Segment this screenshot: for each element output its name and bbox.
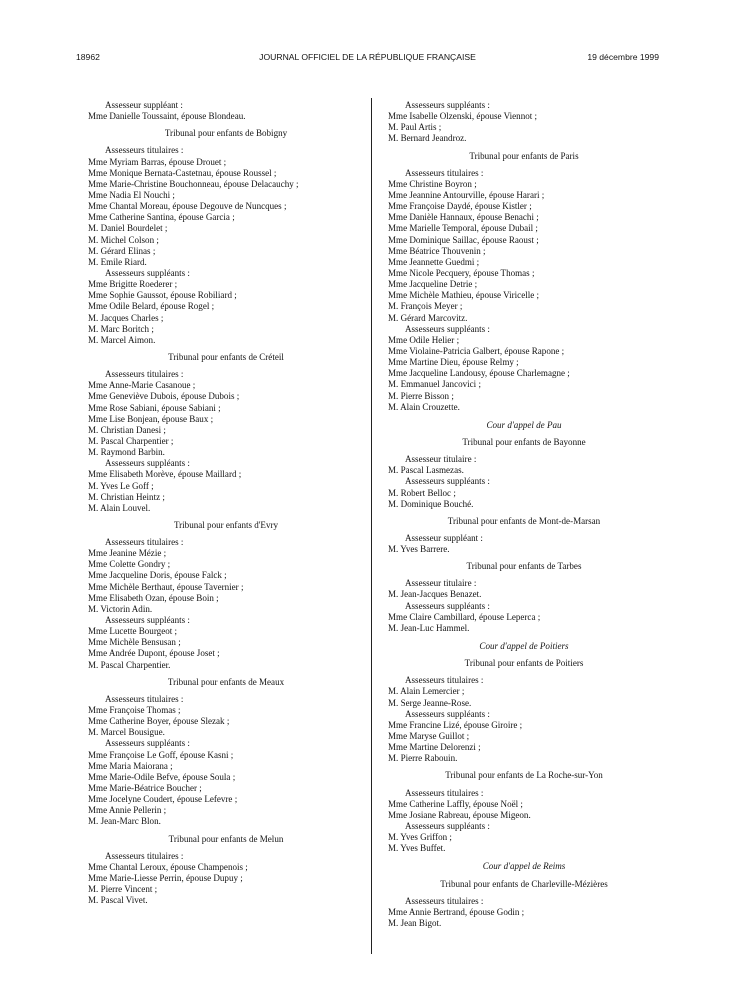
assessor-name-entry: Mme Francine Lizé, épouse Giroire ; bbox=[388, 719, 523, 730]
assessor-name-entry: M. Pascal Lasmezas. bbox=[388, 465, 464, 476]
assessor-category-label: Assesseur suppléant : bbox=[105, 100, 183, 110]
assessor-name-entry: Mme Danièle Hannaux, épouse Benachi ; bbox=[388, 212, 539, 223]
assessor-name-entry: Mme Myriam Barras, épouse Drouet ; bbox=[88, 156, 227, 167]
assessor-category-heading bbox=[388, 324, 660, 335]
assessor-category-label: Assesseurs titulaires : bbox=[105, 145, 184, 156]
assessor-name-entry: Mme Lise Bonjean, épouse Baux ; bbox=[88, 413, 214, 424]
right-column bbox=[388, 100, 660, 929]
assessor-name-entry: Mme Michèle Mathieu, épouse Viricelle ; bbox=[388, 290, 540, 301]
assessor-name-entry: Mme Martine Dieu, épouse Relmy ; bbox=[388, 357, 519, 368]
assessor-name-entry: M. Robert Belloc ; bbox=[388, 487, 456, 498]
assessor-name-entry: Mme Maria Maiorana ; bbox=[88, 760, 173, 771]
tribunal-heading: Tribunal pour enfants de Créteil bbox=[168, 351, 284, 362]
assessor-name-entry: Mme Jocelyne Coudert, épouse Lefevre ; bbox=[88, 794, 238, 805]
assessor-name-entry: Mme Lucette Bourgeot ; bbox=[88, 626, 178, 637]
assessor-name-entry: M. Emmanuel Jancovici ; bbox=[388, 379, 481, 390]
assessor-name-entry: M. Gérard Marcovitz. bbox=[388, 312, 468, 323]
assessor-name-entry: Mme Elisabeth Ozan, épouse Boin ; bbox=[88, 592, 219, 603]
publication-date: 19 décembre 1999 bbox=[587, 52, 659, 62]
assessor-name-entry: Mme Jeannette Guedmi ; bbox=[388, 256, 480, 267]
assessor-name-entry: M. Emile Riard. bbox=[88, 256, 147, 267]
tribunal-heading: Tribunal pour enfants de Mont-de-Marsan bbox=[447, 515, 601, 526]
assessor-category-label: Assesseurs titulaires : bbox=[105, 369, 184, 380]
assessor-category-label: Assesseur titulaire : bbox=[405, 578, 477, 589]
tribunal-heading: Tribunal pour enfants de Charleville-Mézières bbox=[440, 878, 608, 889]
assessor-name-entry: Mme Michèle Bensusan ; bbox=[88, 637, 181, 648]
assessor-name-entry: M. Pierre Vincent ; bbox=[88, 884, 158, 895]
tribunal-heading: Tribunal pour enfants de Bayonne bbox=[462, 436, 586, 447]
assessor-name-entry: Mme Elisabeth Morève, épouse Maillard ; bbox=[88, 469, 242, 480]
assessor-category-heading bbox=[88, 738, 364, 749]
assessor-category-label: Assesseur titulaire : bbox=[405, 454, 477, 465]
assessor-name-entry: Mme Josiane Rabreau, épouse Migeon. bbox=[388, 809, 531, 820]
assessor-name-entry: Mme Isabelle Olzenski, épouse Viennot ; bbox=[388, 111, 538, 122]
assessor-name-entry: Mme Annie Pellerin ; bbox=[88, 805, 167, 816]
assessor-category-label: Assesseurs titulaires : bbox=[405, 675, 484, 686]
assessor-name-entry: Mme Martine Delorenzi ; bbox=[388, 742, 481, 753]
assessor-name-entry: M. Yves Barrere. bbox=[388, 544, 450, 555]
tribunal-heading: Tribunal pour enfants de Meaux bbox=[167, 676, 285, 687]
assessor-name-entry: M. Marc Boritch ; bbox=[88, 323, 154, 334]
assessor-name-entry: M. Alain Louvel. bbox=[88, 502, 151, 513]
assessor-category-label: Assesseurs suppléants : bbox=[405, 100, 490, 110]
assessor-name-entry: M. Alain Lemercier ; bbox=[388, 686, 465, 697]
assessor-name-entry: Mme Marie-Christine Bouchonneau, épouse Delacauchy ; bbox=[88, 178, 299, 189]
assessor-name-entry: M. Jean Bigot. bbox=[388, 918, 442, 928]
assessor-name-entry: Mme Catherine Santina, épouse Garcia ; bbox=[88, 212, 235, 223]
assessor-category-heading bbox=[388, 601, 660, 612]
assessor-category-heading bbox=[88, 369, 364, 380]
assessor-category-label: Assesseurs titulaires : bbox=[105, 537, 184, 548]
assessor-category-label: Assesseurs suppléants : bbox=[405, 708, 490, 719]
column-divider bbox=[371, 98, 372, 954]
assessor-name-entry: Mme Nicole Pecquery, épouse Thomas ; bbox=[388, 267, 535, 278]
assessor-name-entry: M. Christian Heintz ; bbox=[88, 491, 165, 502]
assessor-name-entry: Mme Annie Bertrand, épouse Godin ; bbox=[388, 906, 525, 917]
left-column bbox=[88, 100, 364, 906]
assessor-category-heading bbox=[88, 268, 364, 279]
assessor-name-entry: M. Pierre Rabouin. bbox=[388, 753, 458, 764]
assessor-name-entry: Mme Brigitte Roederer ; bbox=[88, 279, 178, 290]
assessor-category-heading bbox=[88, 537, 364, 548]
assessor-category-label: Assesseurs titulaires : bbox=[105, 693, 184, 704]
assessor-name-entry: Mme Catherine Laffly, épouse Noël ; bbox=[388, 798, 523, 809]
tribunal-heading: Tribunal pour enfants d'Evry bbox=[173, 519, 279, 530]
assessor-name-entry: Mme Catherine Boyer, épouse Slezak ; bbox=[88, 716, 230, 727]
assessor-name-entry: M. Jacques Charles ; bbox=[88, 312, 164, 323]
assessor-name-entry: Mme Colette Gondry ; bbox=[88, 559, 171, 570]
assessor-name-entry: Mme Marie-Liesse Perrin, épouse Dupuy ; bbox=[88, 873, 243, 883]
assessor-name-entry: M. Pascal Charpentier. bbox=[88, 659, 171, 670]
assessor-name-entry: M. Yves Griffon ; bbox=[388, 832, 452, 843]
assessor-name-entry: M. Christian Danesi ; bbox=[88, 424, 166, 435]
assessor-name-entry: M. Marcel Bousigue. bbox=[88, 727, 165, 738]
assessor-name-entry: Mme Andrée Dupont, épouse Joset ; bbox=[88, 648, 220, 659]
assessor-name-entry: Mme Jacqueline Landousy, épouse Charlemagne ; bbox=[388, 368, 570, 379]
assessor-category-heading bbox=[388, 675, 660, 686]
assessor-name-entry: M. Pascal Vivet. bbox=[88, 895, 148, 906]
assessor-category-label: Assesseurs titulaires : bbox=[405, 167, 484, 178]
assessor-name-entry: M. Jean-Luc Hammel. bbox=[388, 622, 470, 633]
assessor-name-entry: Mme Geneviève Dubois, épouse Dubois ; bbox=[88, 391, 240, 402]
page-header bbox=[76, 52, 659, 66]
assessor-category-heading bbox=[388, 709, 660, 720]
assessor-name-entry: M. Victorin Adin. bbox=[88, 603, 153, 614]
assessor-name-entry: Mme Chantal Leroux, épouse Champenois ; bbox=[88, 861, 248, 872]
assessor-name-entry: Mme Françoise Le Goff, épouse Kasni ; bbox=[88, 749, 234, 760]
assessor-category-heading bbox=[88, 458, 364, 469]
assessor-category-heading bbox=[88, 851, 364, 862]
assessor-name-entry: Mme Nadia El Nouchi ; bbox=[88, 189, 175, 200]
assessor-name-entry: M. François Meyer ; bbox=[388, 301, 463, 312]
assessor-category-label: Assesseur suppléant : bbox=[405, 532, 483, 543]
assessor-name-entry: Mme Maryse Guillot ; bbox=[388, 731, 470, 742]
tribunal-heading: Tribunal pour enfants de Bobigny bbox=[164, 128, 288, 139]
assessor-category-heading bbox=[388, 533, 660, 544]
assessor-name-entry: Mme Sophie Gaussot, épouse Robiliard ; bbox=[88, 290, 237, 301]
assessor-name-entry: M. Michel Colson ; bbox=[88, 234, 159, 245]
assessor-category-heading bbox=[388, 100, 660, 111]
tribunal-heading: Tribunal pour enfants de La Roche-sur-Yon bbox=[445, 770, 603, 781]
assessor-name-entry: M. Pascal Charpentier ; bbox=[88, 435, 174, 446]
assessor-category-heading bbox=[388, 476, 660, 487]
assessor-category-heading bbox=[388, 788, 660, 799]
assessor-name-entry: Mme Danielle Toussaint, épouse Blondeau. bbox=[88, 111, 246, 122]
assessor-category-heading bbox=[88, 615, 364, 626]
court-of-appeal-heading: Cour d'appel de Pau bbox=[486, 419, 562, 430]
assessor-name-entry: M. Marcel Aimon. bbox=[88, 334, 156, 345]
assessor-category-label: Assesseurs titulaires : bbox=[105, 850, 184, 861]
assessor-name-entry: Mme Marielle Temporal, épouse Dubail ; bbox=[388, 223, 538, 234]
assessor-name-entry: M. Paul Artis ; bbox=[388, 122, 442, 133]
assessor-name-entry: Mme Marie-Odile Befve, épouse Soula ; bbox=[88, 771, 236, 782]
assessor-category-heading bbox=[388, 896, 660, 907]
assessor-name-entry: M. Gérard Elinas ; bbox=[88, 245, 156, 256]
assessor-name-entry: Mme Dominique Saillac, épouse Raoust ; bbox=[388, 234, 539, 245]
assessor-name-entry: M. Dominique Bouché. bbox=[388, 498, 474, 509]
assessor-name-entry: Mme Michèle Berthaut, épouse Tavernier ; bbox=[88, 581, 244, 592]
assessor-name-entry: Mme Béatrice Thouvenin ; bbox=[388, 245, 486, 256]
assessor-category-label: Assesseurs suppléants : bbox=[105, 267, 190, 278]
page-number: 18962 bbox=[76, 52, 100, 62]
assessor-category-heading bbox=[388, 168, 660, 179]
assessor-name-entry: Mme Christine Boyron ; bbox=[388, 178, 477, 189]
assessor-name-entry: M. Jean-Marc Blon. bbox=[88, 816, 161, 827]
assessor-name-entry: Mme Violaine-Patricia Galbert, épouse Rapone ; bbox=[388, 345, 565, 356]
assessor-name-entry: M. Yves Buffet. bbox=[388, 843, 446, 854]
assessor-name-entry: M. Raymond Barbin. bbox=[88, 447, 165, 458]
assessor-name-entry: M. Bernard Jeandroz. bbox=[388, 133, 467, 144]
assessor-category-label: Assesseurs suppléants : bbox=[105, 615, 190, 626]
assessor-name-entry: Mme Jeannine Antourville, épouse Harari ; bbox=[388, 189, 545, 200]
court-of-appeal-heading: Cour d'appel de Poitiers bbox=[479, 641, 569, 652]
assessor-name-entry: M. Yves Le Goff ; bbox=[88, 480, 154, 491]
assessor-category-label: Assesseurs suppléants : bbox=[405, 476, 490, 487]
assessor-name-entry: Mme Jacqueline Doris, épouse Falck ; bbox=[88, 570, 227, 581]
tribunal-heading: Tribunal pour enfants de Poitiers bbox=[464, 658, 584, 669]
assessor-name-entry: M. Daniel Bourdelet ; bbox=[88, 223, 168, 234]
assessor-category-label: Assesseurs suppléants : bbox=[105, 458, 190, 469]
assessor-category-label: Assesseurs suppléants : bbox=[105, 738, 190, 749]
assessor-category-heading bbox=[388, 454, 660, 465]
assessor-name-entry: Mme Odile Belard, épouse Rogel ; bbox=[88, 301, 215, 312]
assessor-category-label: Assesseurs suppléants : bbox=[405, 323, 490, 334]
assessor-category-label: Assesseurs titulaires : bbox=[405, 787, 484, 798]
assessor-name-entry: M. Pierre Bisson ; bbox=[388, 390, 454, 401]
assessor-name-entry: Mme Jacqueline Detrie ; bbox=[388, 279, 478, 290]
assessor-name-entry: Mme Rose Sabiani, épouse Sabiani ; bbox=[88, 402, 221, 413]
assessor-name-entry: Mme Claire Cambillard, épouse Leperca ; bbox=[388, 611, 541, 622]
assessor-name-entry: Mme Jeanine Mézie ; bbox=[88, 548, 167, 559]
court-of-appeal-heading: Cour d'appel de Reims bbox=[482, 861, 566, 872]
assessor-name-entry: Mme Marie-Béatrice Boucher ; bbox=[88, 783, 202, 794]
assessor-category-heading bbox=[388, 821, 660, 832]
assessor-name-entry: Mme Odile Helier ; bbox=[388, 334, 460, 345]
assessor-category-heading bbox=[388, 578, 660, 589]
tribunal-heading: Tribunal pour enfants de Tarbes bbox=[466, 561, 582, 572]
tribunal-heading: Tribunal pour enfants de Paris bbox=[469, 150, 579, 161]
tribunal-heading: Tribunal pour enfants de Melun bbox=[168, 833, 284, 844]
assessor-name-entry: Mme Monique Bernata-Castetnau, épouse Roussel ; bbox=[88, 167, 277, 178]
assessor-name-entry: Mme Anne-Marie Casanoue ; bbox=[88, 380, 196, 391]
assessor-category-heading bbox=[88, 100, 364, 111]
assessor-category-label: Assesseurs suppléants : bbox=[405, 600, 490, 611]
journal-title: JOURNAL OFFICIEL DE LA RÉPUBLIQUE FRANÇAISE bbox=[259, 52, 476, 62]
assessor-name-entry: M. Serge Jeanne-Rose. bbox=[388, 697, 472, 708]
assessor-name-entry: Mme Françoise Thomas ; bbox=[88, 705, 181, 716]
assessor-name-entry: Mme Françoise Daydé, épouse Kistler ; bbox=[388, 201, 532, 212]
assessor-name-entry: Mme Chantal Moreau, épouse Degouve de Nuncques ; bbox=[88, 201, 287, 212]
assessor-category-label: Assesseurs suppléants : bbox=[405, 821, 490, 832]
assessor-category-heading bbox=[88, 145, 364, 156]
assessor-category-heading bbox=[88, 694, 364, 705]
assessor-category-label: Assesseurs titulaires : bbox=[405, 895, 484, 906]
assessor-name-entry: M. Alain Crouzette. bbox=[388, 401, 460, 412]
assessor-name-entry: M. Jean-Jacques Benazet. bbox=[388, 589, 482, 600]
